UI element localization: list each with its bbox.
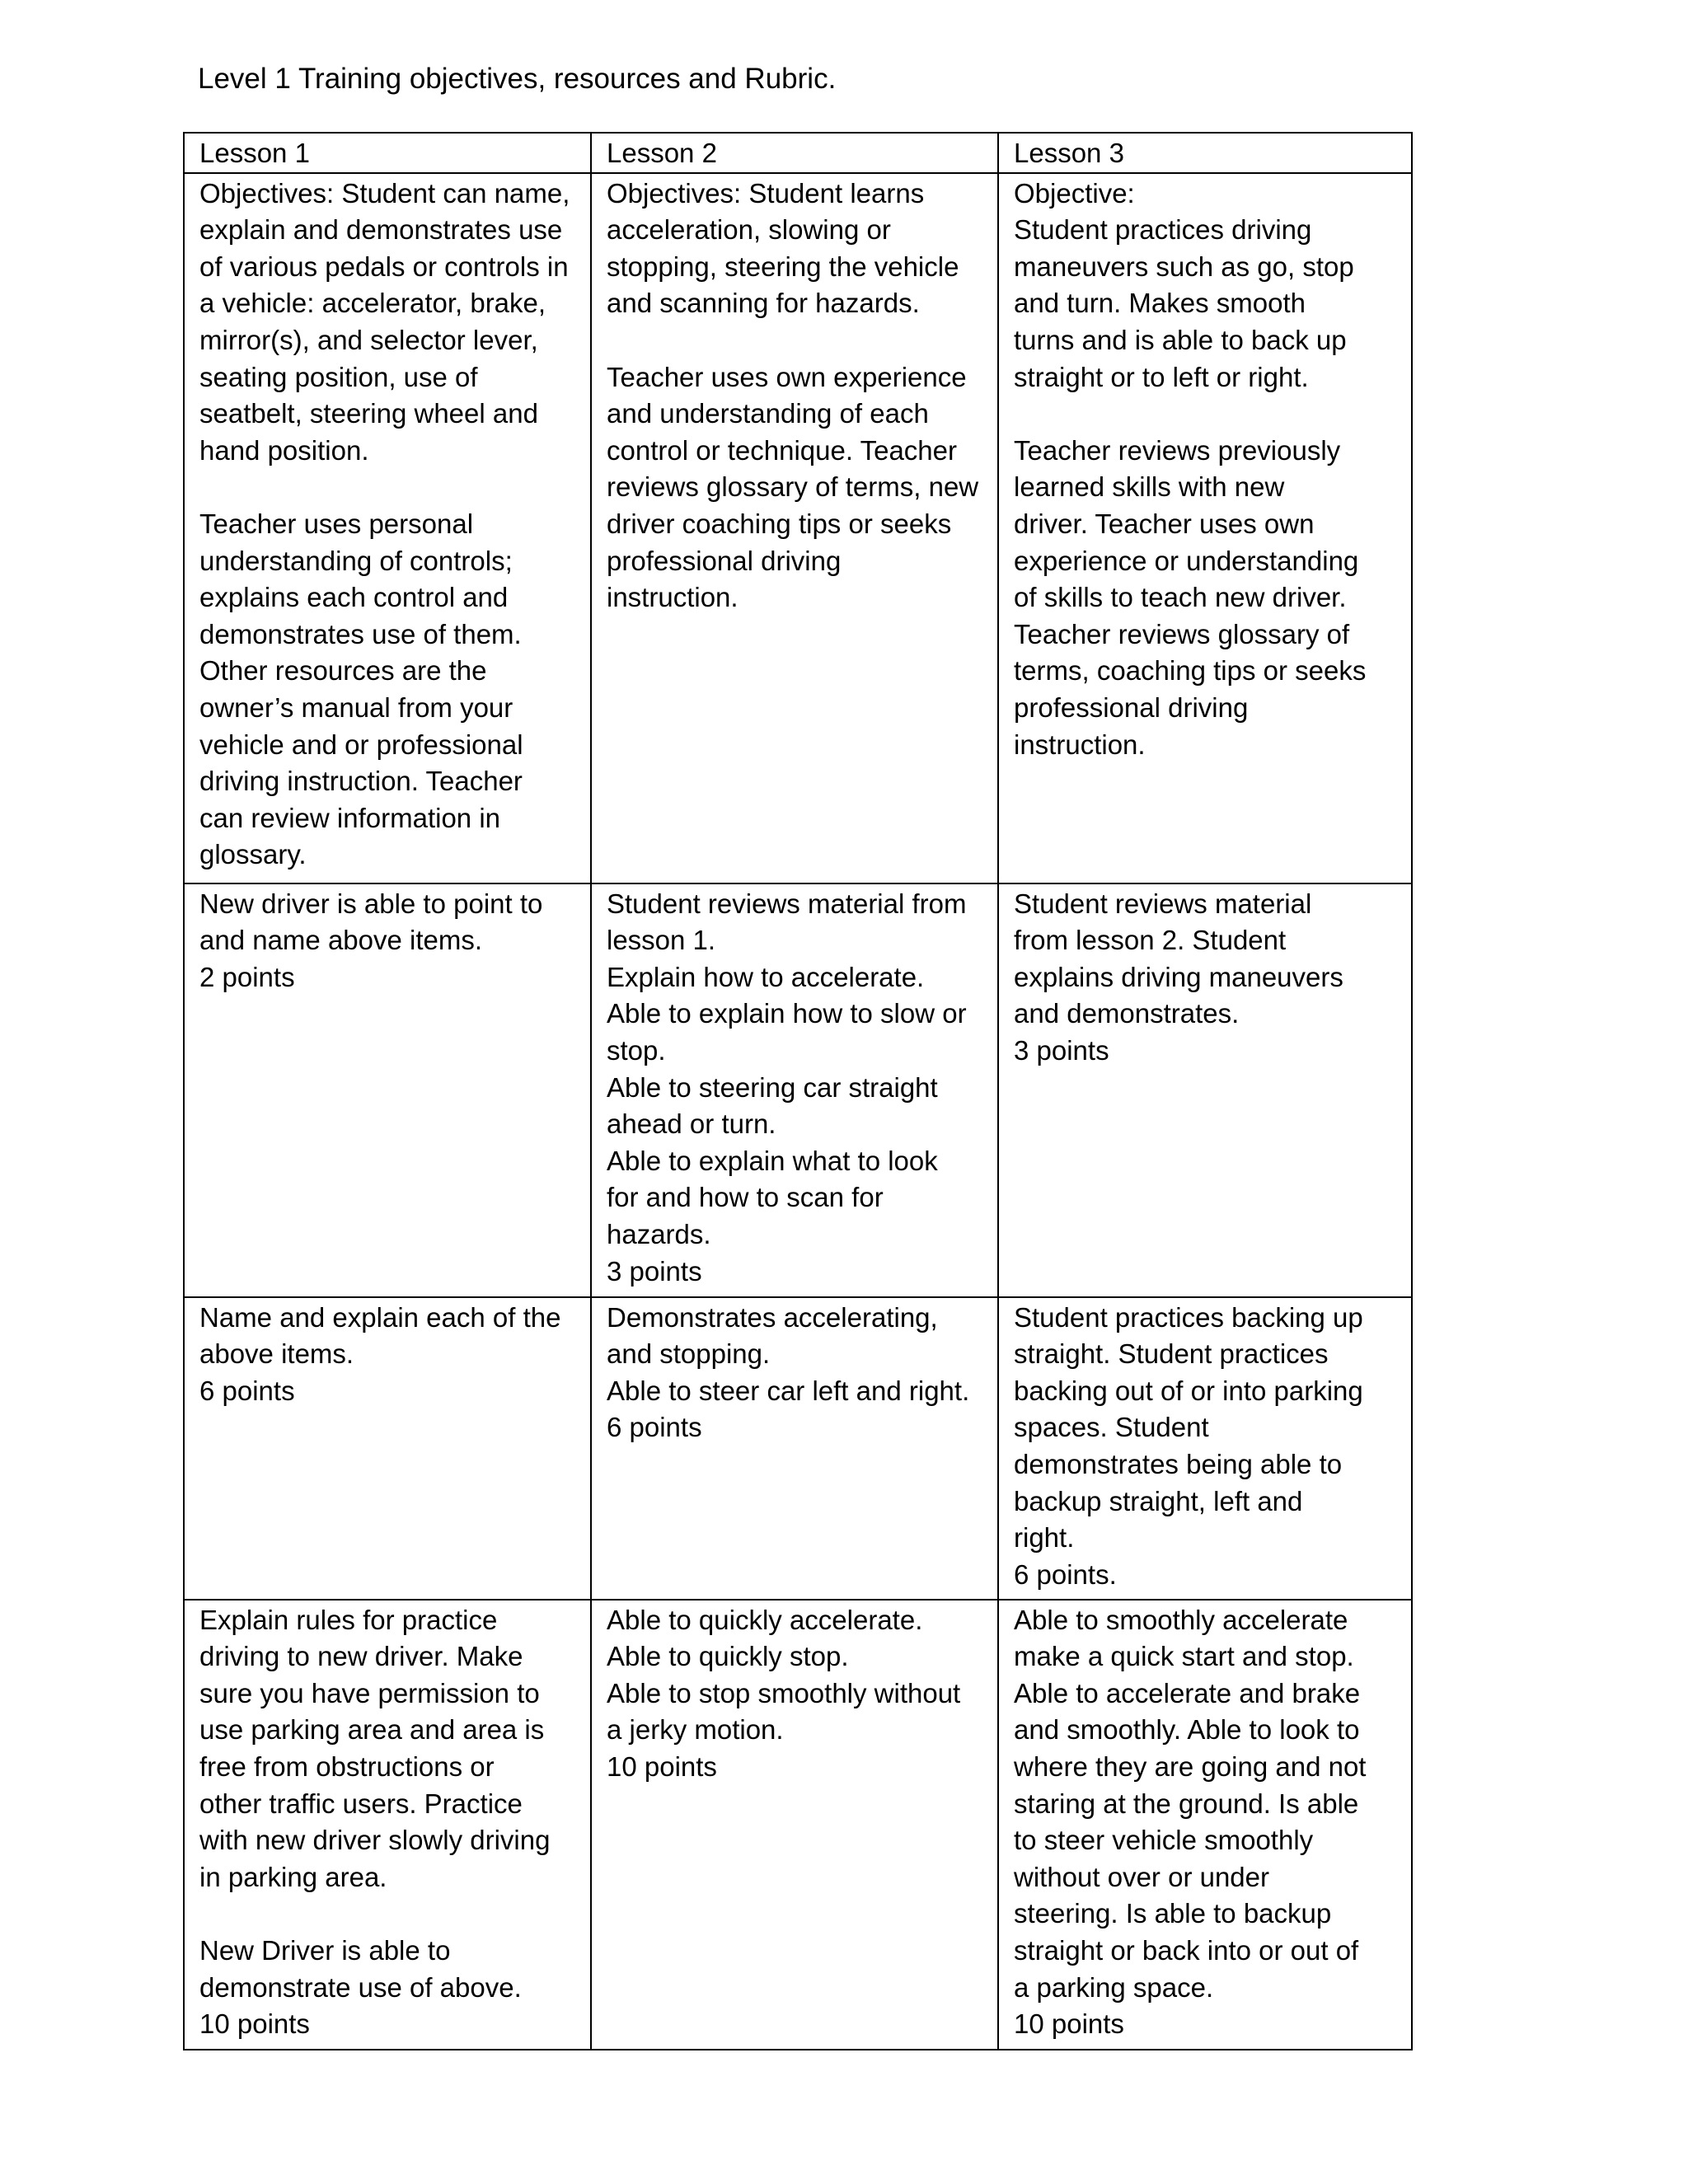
cell-line: straight or to left or right. xyxy=(1014,361,1309,392)
cell-line: Teacher uses personal xyxy=(199,508,474,539)
table-header-row xyxy=(184,133,1412,173)
cell-line: learned skills with new xyxy=(1014,471,1285,503)
cell-line: and understanding of each xyxy=(607,398,929,429)
cell-line: and turn. Makes smooth xyxy=(1014,288,1306,319)
table-cell xyxy=(998,1297,1412,1600)
table-cell xyxy=(591,1297,998,1600)
cell-line: with new driver slowly driving xyxy=(199,1825,551,1856)
table-cell xyxy=(591,1600,998,2050)
table-cell xyxy=(184,1600,591,2050)
cell-line: driving instruction. Teacher xyxy=(199,766,523,797)
cell-line: and scanning for hazards. xyxy=(607,288,920,319)
cell-line xyxy=(199,1896,584,1933)
cell-line: Able to accelerate and brake xyxy=(1014,1677,1361,1708)
cell-line: owner’s manual from your xyxy=(199,691,513,723)
cell-line xyxy=(199,469,584,506)
cell-line: spaces. Student xyxy=(1014,1412,1209,1443)
cell-line: and name above items. xyxy=(199,925,483,956)
cell-line: demonstrate use of above. xyxy=(199,1971,522,2003)
cell-line: Objectives: Student learns xyxy=(607,177,925,209)
cell-line: professional driving xyxy=(1014,691,1249,723)
cell-line: Name and explain each of the xyxy=(199,1301,561,1333)
cell-line: driver coaching tips or seeks xyxy=(607,508,952,539)
cell-line: 2 points xyxy=(199,961,295,992)
cell-line: Other resources are the xyxy=(199,655,487,687)
cell-line: steering. Is able to backup xyxy=(1014,1898,1332,1929)
cell-line: Able to explain how to slow or xyxy=(607,998,967,1029)
cell-line: of skills to teach new driver. xyxy=(1014,582,1347,613)
cell-line: demonstrates being able to xyxy=(1014,1448,1343,1479)
cell-line: Able to quickly stop. xyxy=(607,1641,849,1672)
cell-line: stop. xyxy=(607,1034,666,1066)
header-lesson-3: Lesson 3 xyxy=(998,133,1412,173)
cell-line: make a quick start and stop. xyxy=(1014,1641,1354,1672)
cell-line xyxy=(607,322,991,359)
document-title: Level 1 Training objectives, resources and Rubric. xyxy=(198,63,837,95)
cell-line: to steer vehicle smoothly xyxy=(1014,1825,1314,1856)
cell-line: reviews glossary of terms, new xyxy=(607,471,979,503)
cell-line: above items. xyxy=(199,1338,354,1370)
cell-line: experience or understanding xyxy=(1014,545,1359,576)
table-row xyxy=(184,1600,1412,2050)
cell-line: Objective: xyxy=(1014,177,1135,209)
cell-line: staring at the ground. Is able xyxy=(1014,1788,1359,1819)
table-cell xyxy=(591,173,998,883)
cell-line: other traffic users. Practice xyxy=(199,1788,523,1819)
cell-line: hazards. xyxy=(607,1218,711,1249)
table-cell xyxy=(998,883,1412,1297)
cell-line: seatbelt, steering wheel and xyxy=(199,398,538,429)
table-row-objectives xyxy=(184,173,1412,883)
cell-line: Able to steering car straight xyxy=(607,1071,938,1103)
cell-line: 10 points xyxy=(607,1750,717,1782)
cell-line: control or technique. Teacher xyxy=(607,434,957,466)
table-row xyxy=(184,883,1412,1297)
cell-line: explains driving maneuvers xyxy=(1014,961,1343,992)
cell-line: instruction. xyxy=(1014,729,1146,760)
cell-line: instruction. xyxy=(607,582,738,613)
cell-line: maneuvers such as go, stop xyxy=(1014,251,1354,282)
cell-line: 6 points xyxy=(199,1375,295,1406)
cell-line: straight or back into or out of xyxy=(1014,1934,1359,1966)
cell-line: seating position, use of xyxy=(199,361,478,392)
table-cell xyxy=(998,1600,1412,2050)
cell-line: straight. Student practices xyxy=(1014,1338,1329,1370)
table-cell xyxy=(184,883,591,1297)
cell-line: Student practices backing up xyxy=(1014,1301,1363,1333)
cell-line: acceleration, slowing or xyxy=(607,214,891,246)
cell-line: Teacher reviews glossary of xyxy=(1014,618,1350,649)
cell-line: for and how to scan for xyxy=(607,1182,884,1213)
cell-line: terms, coaching tips or seeks xyxy=(1014,655,1367,687)
cell-line: right. xyxy=(1014,1522,1075,1554)
cell-line: Student reviews material xyxy=(1014,888,1312,919)
cell-line: 10 points xyxy=(1014,2008,1124,2040)
table-cell xyxy=(184,1297,591,1600)
cell-line: Able to explain what to look xyxy=(607,1145,938,1176)
cell-line: Objectives: Student can name, xyxy=(199,177,570,209)
cell-line: free from obstructions or xyxy=(199,1750,495,1782)
cell-line: demonstrates use of them. xyxy=(199,618,522,649)
cell-line: ahead or turn. xyxy=(607,1108,776,1140)
cell-line: Student reviews material from xyxy=(607,888,967,919)
cell-line: can review information in xyxy=(199,802,500,833)
cell-line: a parking space. xyxy=(1014,1971,1214,2003)
cell-line: and demonstrates. xyxy=(1014,998,1240,1029)
cell-line: Demonstrates accelerating, xyxy=(607,1301,938,1333)
cell-line xyxy=(1014,396,1404,433)
cell-line: in parking area. xyxy=(199,1861,387,1892)
cell-line: 6 points. xyxy=(1014,1558,1117,1590)
cell-line: turns and is able to back up xyxy=(1014,324,1347,355)
cell-line: Teacher uses own experience xyxy=(607,361,967,392)
rubric-table xyxy=(183,132,1413,2050)
table-row xyxy=(184,1297,1412,1600)
cell-line: stopping, steering the vehicle xyxy=(607,251,959,282)
cell-line: Able to stop smoothly without xyxy=(607,1677,961,1708)
cell-line: sure you have permission to xyxy=(199,1677,540,1708)
cell-line: without over or under xyxy=(1014,1861,1270,1892)
cell-line: 3 points xyxy=(607,1255,702,1286)
cell-line: Student practices driving xyxy=(1014,214,1312,246)
cell-line: from lesson 2. Student xyxy=(1014,925,1287,956)
cell-line: driving to new driver. Make xyxy=(199,1641,523,1672)
cell-line: Able to smoothly accelerate xyxy=(1014,1604,1348,1635)
cell-line: Able to quickly accelerate. xyxy=(607,1604,923,1635)
header-lesson-2: Lesson 2 xyxy=(591,133,998,173)
cell-line: New Driver is able to xyxy=(199,1934,451,1966)
cell-line: 10 points xyxy=(199,2008,310,2040)
cell-line: where they are going and not xyxy=(1014,1750,1367,1782)
cell-line: 3 points xyxy=(1014,1034,1109,1066)
table-cell xyxy=(184,173,591,883)
cell-line: Able to steer car left and right. xyxy=(607,1375,970,1406)
header-lesson-1: Lesson 1 xyxy=(184,133,591,173)
cell-line: driver. Teacher uses own xyxy=(1014,508,1315,539)
cell-line: understanding of controls; xyxy=(199,545,513,576)
cell-line: Teacher reviews previously xyxy=(1014,434,1341,466)
table-cell xyxy=(998,173,1412,883)
cell-line: use parking area and area is xyxy=(199,1714,545,1746)
cell-line: a jerky motion. xyxy=(607,1714,784,1746)
cell-line: backup straight, left and xyxy=(1014,1485,1303,1516)
cell-line: mirror(s), and selector lever, xyxy=(199,324,538,355)
cell-line: 6 points xyxy=(607,1412,702,1443)
cell-line: and smoothly. Able to look to xyxy=(1014,1714,1360,1746)
cell-line: professional driving xyxy=(607,545,842,576)
cell-line: hand position. xyxy=(199,434,369,466)
cell-line: Explain rules for practice xyxy=(199,1604,498,1635)
cell-line: backing out of or into parking xyxy=(1014,1375,1363,1406)
cell-line: explains each control and xyxy=(199,582,509,613)
cell-line: New driver is able to point to xyxy=(199,888,543,919)
cell-line: vehicle and or professional xyxy=(199,729,523,760)
cell-line: of various pedals or controls in xyxy=(199,251,569,282)
cell-line: glossary. xyxy=(199,839,307,870)
cell-line: Explain how to accelerate. xyxy=(607,961,925,992)
cell-line: and stopping. xyxy=(607,1338,771,1370)
table-cell xyxy=(591,883,998,1297)
cell-line: explain and demonstrates use xyxy=(199,214,563,246)
cell-line: lesson 1. xyxy=(607,925,716,956)
cell-line: a vehicle: accelerator, brake, xyxy=(199,288,546,319)
